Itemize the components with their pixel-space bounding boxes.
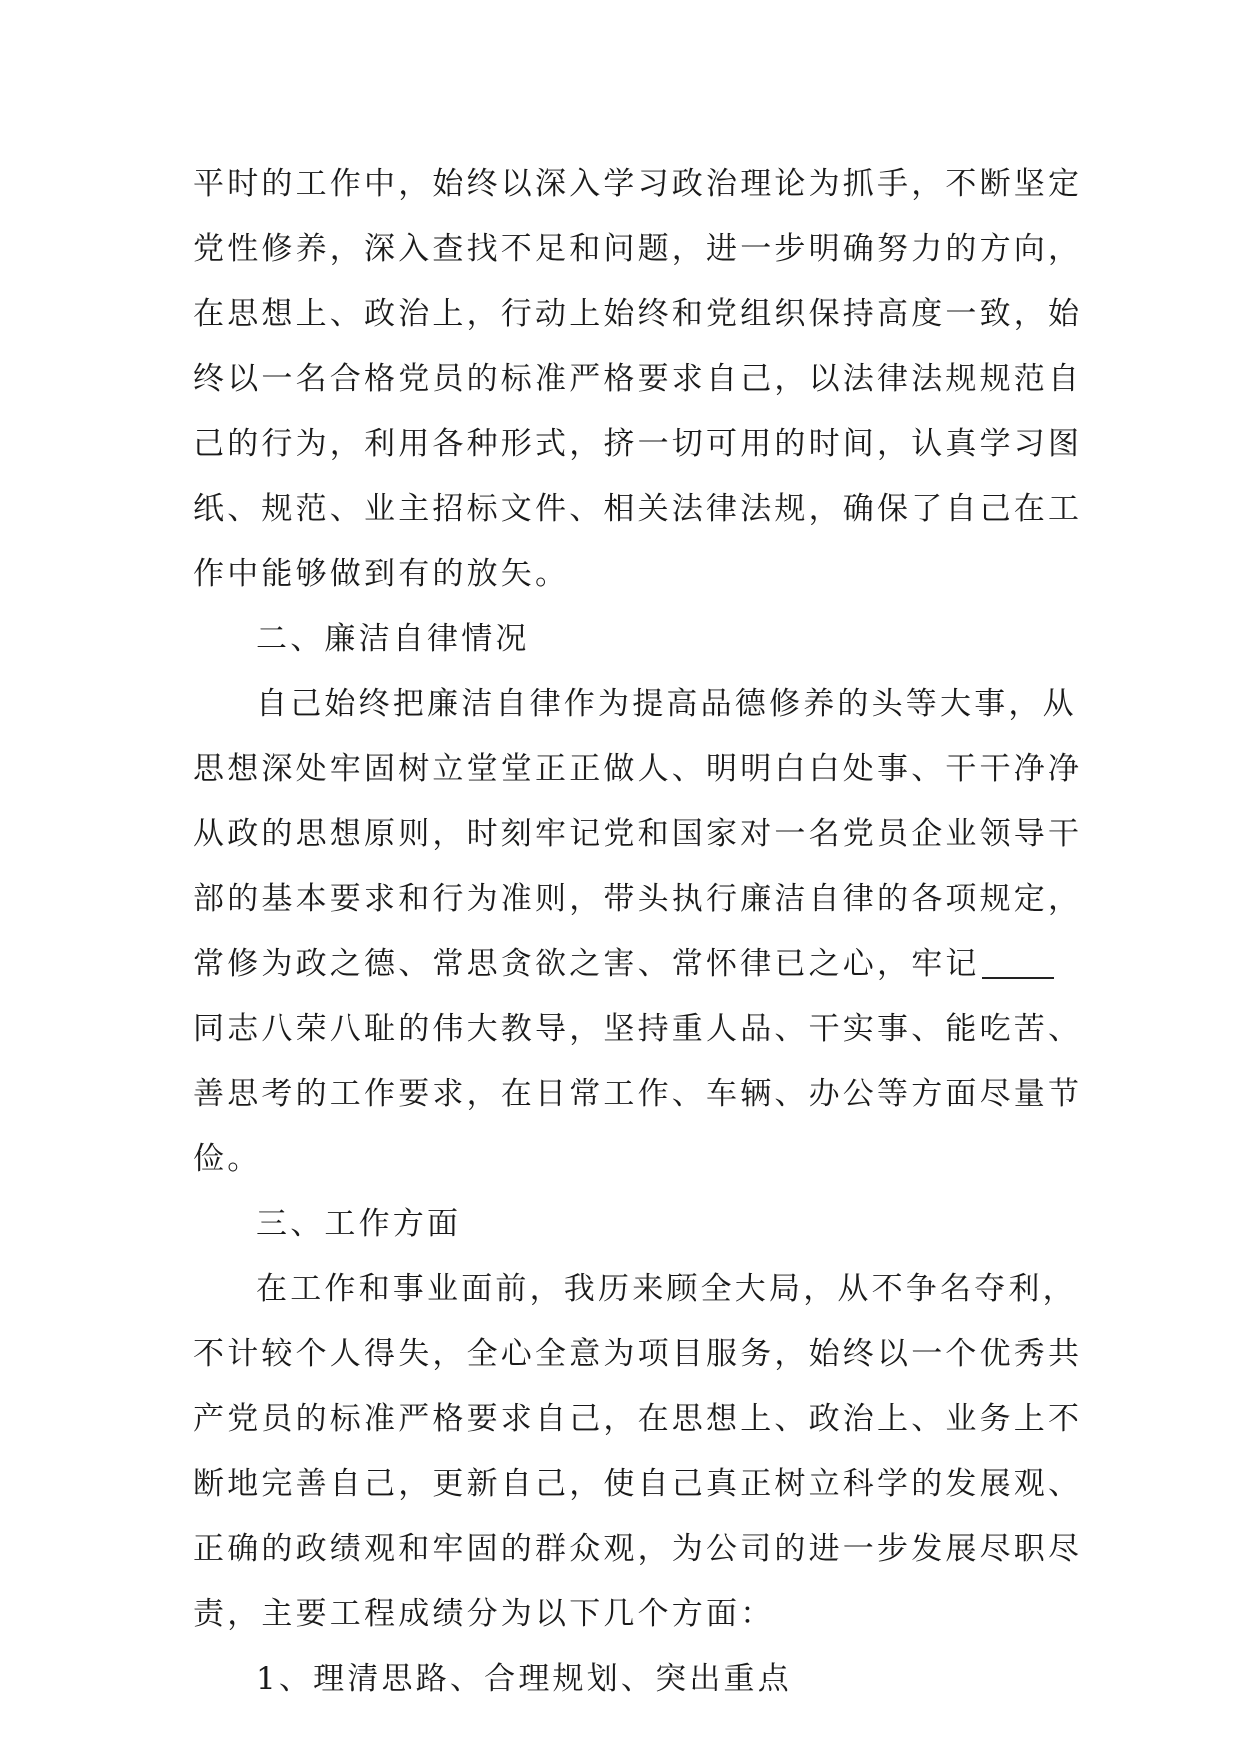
text-line: 己的行为，利用各种形式，挤一切可用的时间，认真学习图: [193, 426, 1083, 462]
text-line: 思想深处牢固树立堂堂正正做人、明明白白处事、干干净净: [193, 751, 1083, 787]
text-line: 同志八荣八耻的伟大教导，坚持重人品、干实事、能吃苦、: [193, 1011, 1083, 1047]
text-line: 责，主要工程成绩分为以下几个方面：: [193, 1596, 775, 1632]
text-line: 断地完善自己，更新自己，使自己真正树立科学的发展观、: [193, 1466, 1083, 1502]
blank-underline: [982, 975, 1054, 979]
text-line: 善思考的工作要求，在日常工作、车辆、办公等方面尽量节: [193, 1076, 1083, 1112]
section-heading-integrity: 二、廉洁自律情况: [256, 621, 530, 657]
text-line: 平时的工作中，始终以深入学习政治理论为抓手，不断坚定: [193, 166, 1083, 202]
text-line-with-blank: [193, 932, 1063, 997]
document-body: [193, 152, 1083, 1712]
text-line: 党性修养，深入查找不足和问题，进一步明确努力的方向，: [193, 231, 1083, 267]
text-line: 自己始终把廉洁自律作为提高品德修养的头等大事，从: [256, 686, 1077, 722]
section-heading-work: 三、工作方面: [256, 1206, 462, 1242]
text-segment: 常修为政之德、常思贪欲之害、常怀律已之心，牢记: [193, 946, 980, 982]
text-line: 产党员的标准严格要求自己，在思想上、政治上、业务上不: [193, 1401, 1083, 1437]
text-line: 部的基本要求和行为准则，带头执行廉洁自律的各项规定，: [193, 881, 1083, 917]
text-line: 俭。: [193, 1141, 262, 1177]
text-line: 从政的思想原则，时刻牢记党和国家对一名党员企业领导干: [193, 816, 1083, 852]
text-line: 终以一名合格党员的标准严格要求自己，以法律法规规范自: [193, 361, 1083, 397]
text-line: 在思想上、政治上，行动上始终和党组织保持高度一致，始: [193, 296, 1083, 332]
subheading-planning: 1、理清思路、合理规划、突出重点: [256, 1661, 792, 1697]
text-line: 正确的政绩观和牢固的群众观，为公司的进一步发展尽职尽: [193, 1531, 1083, 1567]
text-line: 作中能够做到有的放矢。: [193, 556, 570, 592]
text-line: 纸、规范、业主招标文件、相关法律法规，确保了自己在工: [193, 491, 1083, 527]
text-line: 不计较个人得失，全心全意为项目服务，始终以一个优秀共: [193, 1336, 1083, 1372]
text-line: 在工作和事业面前，我历来顾全大局，从不争名夺利，: [256, 1271, 1077, 1307]
